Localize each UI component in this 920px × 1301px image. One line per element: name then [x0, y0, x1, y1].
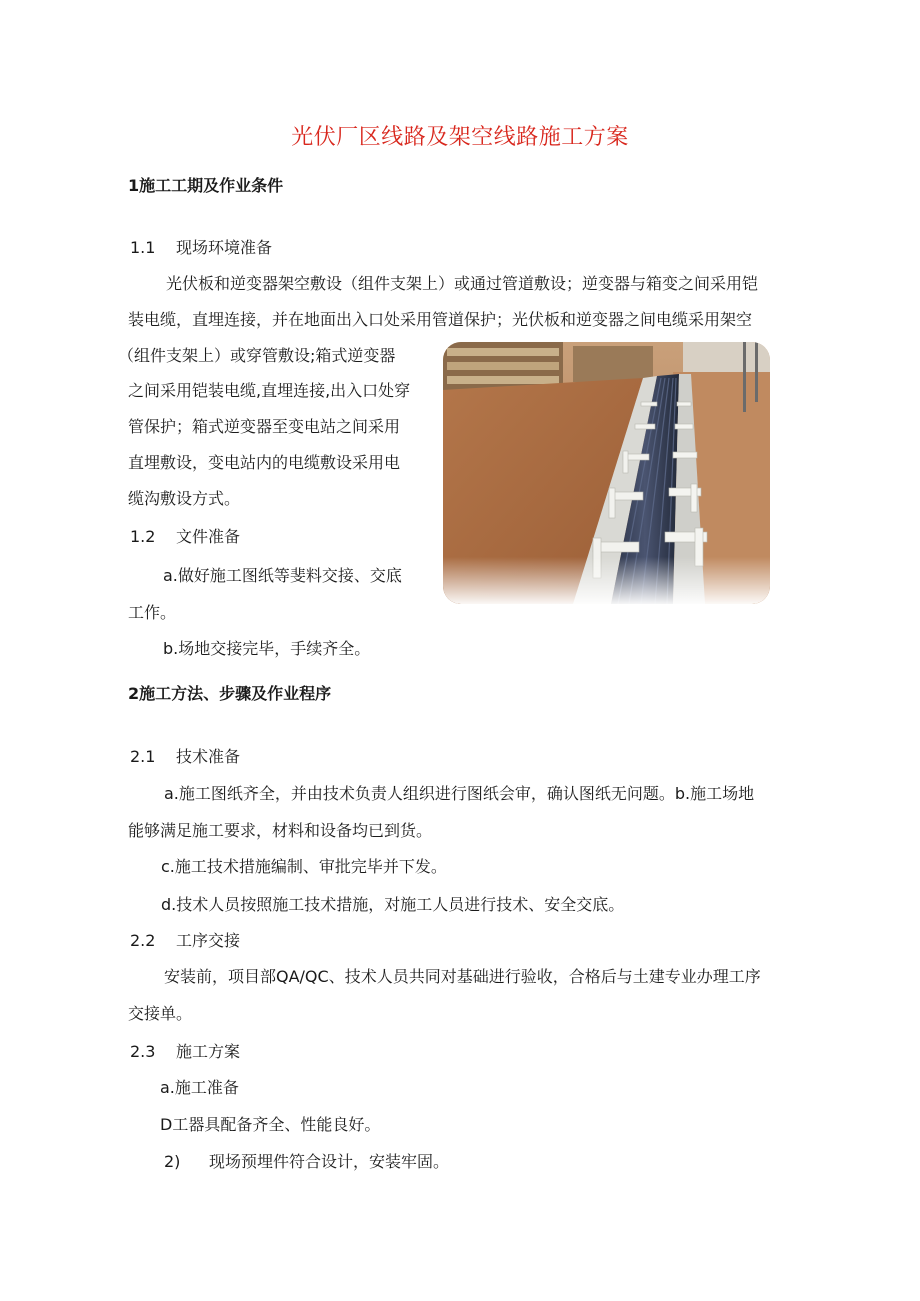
paragraph-line: （组件支架上）或穿管敷设;箱式逆变器	[118, 346, 396, 365]
document-title: 光伏厂区线路及架空线路施工方案	[291, 125, 629, 150]
subsection-number: 1.1	[130, 238, 156, 257]
subsection-number: 2.2	[130, 931, 156, 950]
subsection-heading	[130, 747, 240, 767]
paragraph-line: 管保护；箱式逆变器至变电站之间采用	[128, 417, 401, 436]
list-marker: 2)	[164, 1152, 181, 1171]
section-heading: 1施工工期及作业条件	[128, 176, 284, 195]
subsection-title: 现场环境准备	[176, 238, 273, 257]
paragraph-line: 直埋敷设，变电站内的电缆敷设采用电	[128, 453, 401, 472]
paragraph-line: 交接单。	[128, 1004, 193, 1023]
paragraph-line: 工作。	[128, 603, 177, 622]
subsection-title: 工序交接	[176, 931, 241, 950]
paragraph-line: 安装前，项目部QA/QC、技术人员共同对基础进行验收，合格后与土建专业办理工序	[164, 967, 761, 986]
subsection-title: 技术准备	[176, 747, 241, 766]
paragraph-line: a.施工准备	[160, 1078, 239, 1097]
subsection-heading	[130, 931, 240, 951]
paragraph-line: 之间采用铠装电缆,直埋连接,出入口处穿	[128, 381, 411, 400]
subsection-number: 2.1	[130, 747, 156, 766]
section-heading: 2施工方法、步骤及作业程序	[128, 684, 332, 703]
subsection-heading	[130, 1042, 240, 1062]
paragraph-line: D工器具配备齐全、性能良好。	[160, 1115, 381, 1134]
list-text: 现场预埋件符合设计，安装牢固。	[209, 1152, 450, 1171]
subsection-number: 2.3	[130, 1042, 156, 1061]
subsection-heading	[130, 527, 240, 547]
paragraph-line: a.做好施工图纸等斐料交接、交底	[163, 566, 402, 585]
subsection-heading	[130, 238, 272, 258]
paragraph-line: 能够满足施工要求，材料和设备均已到货。	[128, 821, 433, 840]
paragraph-line: d.技术人员按照施工技术措施，对施工人员进行技术、安全交底。	[161, 895, 625, 914]
paragraph-line: c.施工技术措施编制、审批完毕并下发。	[161, 857, 447, 876]
cable-trench-photo	[443, 342, 770, 604]
subsection-title: 施工方案	[176, 1042, 241, 1061]
paragraph-line: a.施工图纸齐全，并由技术负责人组织进行图纸会审，确认图纸无问题。b.施工场地	[164, 784, 755, 803]
subsection-title: 文件准备	[176, 527, 241, 546]
paragraph-line: 缆沟敷设方式。	[128, 489, 241, 508]
list-item	[164, 1152, 449, 1172]
paragraph-line: 光伏板和逆变器架空敷设（组件支架上）或通过管道敷设；逆变器与箱变之间采用铠	[166, 274, 759, 293]
paragraph-line: b.场地交接完毕，手续齐全。	[163, 639, 371, 658]
subsection-number: 1.2	[130, 527, 156, 546]
paragraph-line: 装电缆，直埋连接，并在地面出入口处采用管道保护；光伏板和逆变器之间电缆采用架空	[128, 310, 753, 329]
